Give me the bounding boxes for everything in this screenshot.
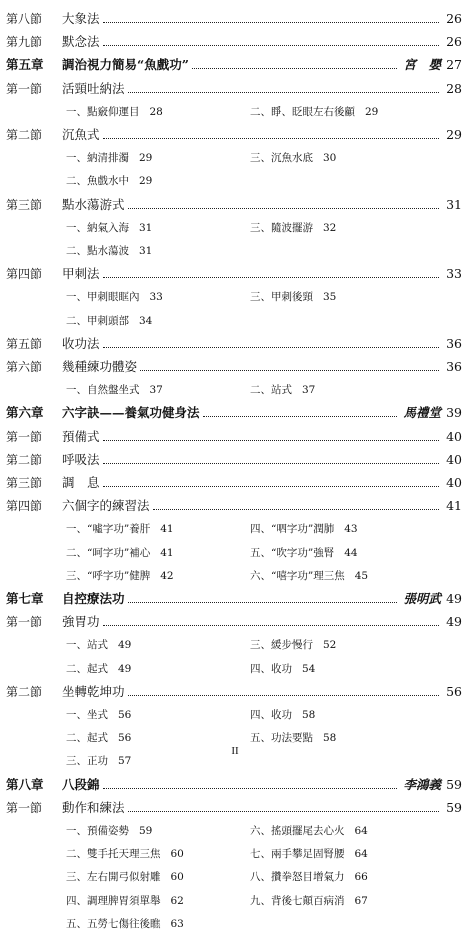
toc-section-row — [0, 474, 470, 494]
toc-subitem — [250, 869, 368, 885]
toc-subitem — [66, 730, 131, 746]
page-number: 28 — [446, 80, 462, 96]
toc-subitem-title: 三、正功 — [66, 755, 108, 768]
toc-subitem — [66, 173, 152, 189]
toc-section-row — [0, 451, 470, 471]
toc-entry — [62, 799, 462, 817]
toc-section-row — [0, 196, 470, 216]
toc-subitem-page: 58 — [323, 732, 337, 745]
page-number: 49 — [446, 614, 462, 630]
toc-subitem-page: 42 — [160, 569, 174, 582]
toc-subitems-row — [0, 660, 470, 680]
toc-subitem — [66, 313, 152, 329]
toc-subitem-page: 28 — [149, 105, 163, 118]
section-number: 第六節 — [6, 360, 43, 374]
toc-subitem — [250, 150, 336, 166]
section-title: 六個字的練習法 — [62, 498, 150, 514]
dot-leader — [103, 463, 439, 464]
toc-subitem — [250, 568, 368, 584]
page-number: 33 — [446, 266, 462, 282]
toc-subitem-page: 59 — [139, 825, 153, 837]
toc-subitem-title: 四、收功 — [250, 662, 292, 675]
toc-subitem-page: 67 — [354, 894, 368, 907]
dot-leader — [140, 370, 439, 371]
toc-subitem-title: 二、睜、眨眼左右後顧 — [250, 105, 355, 118]
toc-subitem-title: 二、“呵字功”補心 — [66, 546, 151, 559]
toc-chapter-row — [0, 56, 470, 76]
toc-entry — [62, 613, 462, 631]
toc-subitems-row — [0, 706, 470, 726]
dot-leader — [103, 277, 439, 278]
toc-subitem — [66, 521, 174, 537]
dot-leader — [192, 68, 398, 69]
dot-leader — [128, 92, 439, 93]
section-number: 第一節 — [6, 429, 43, 444]
toc-subitem-page: 52 — [323, 639, 337, 652]
toc-subitem-page: 49 — [118, 662, 132, 675]
toc-subitem-title: 一、坐式 — [66, 709, 108, 721]
toc-entry — [62, 56, 462, 74]
section-title: 預備式 — [62, 428, 100, 444]
section-title: 調 息 — [62, 475, 100, 490]
toc-subitem-title: 四、收功 — [250, 709, 292, 721]
toc-subitem-page: 45 — [354, 569, 369, 582]
page-number: 59 — [446, 776, 462, 792]
toc-entry — [62, 10, 462, 28]
chapter-number: 第六章 — [6, 405, 44, 421]
toc-subitem — [250, 521, 358, 537]
section-title: 沉魚式 — [62, 127, 100, 142]
toc-section-row — [0, 799, 470, 819]
section-title: 活頸吐納法 — [62, 80, 125, 96]
toc-subitem-title: 六、搖頭擺尾去心火 — [250, 825, 345, 837]
toc-subitem-title: 三、緩步慢行 — [250, 639, 313, 652]
toc-subitem — [250, 707, 315, 723]
page-number: 27 — [446, 57, 462, 73]
toc-subitem-title: 七、兩手攀足固腎腰 — [250, 848, 345, 861]
toc-subitem-page: 33 — [149, 291, 163, 304]
section-number: 第一節 — [6, 800, 43, 815]
toc-subitem-page: 41 — [160, 523, 174, 536]
toc-subitem-page: 29 — [365, 105, 379, 118]
page-number: 36 — [446, 359, 462, 374]
section-number: 第一節 — [6, 81, 43, 96]
toc-subitem — [250, 220, 336, 236]
toc-subitem — [66, 637, 131, 653]
dot-leader — [203, 416, 398, 417]
section-number: 第二節 — [6, 684, 43, 699]
toc-entry — [62, 265, 462, 283]
toc-subitems-row — [0, 868, 470, 888]
toc-section-row — [0, 497, 470, 517]
toc-subitem-title: 一、自然盤坐式 — [66, 384, 140, 397]
dot-leader — [103, 486, 439, 487]
toc-subitem-title: 三、隨波擺游 — [250, 221, 313, 234]
page-number: 39 — [446, 405, 462, 421]
toc-subitems-row — [0, 242, 470, 262]
toc-subitem — [66, 150, 152, 166]
toc-subitem-page: 37 — [302, 384, 316, 397]
toc-subitem — [250, 637, 336, 653]
toc-subitem — [66, 289, 163, 305]
toc-subitem — [250, 289, 336, 305]
toc-subitem-page: 57 — [118, 755, 132, 768]
section-title: 收功法 — [62, 335, 100, 351]
toc-subitem-title: 二、起式 — [66, 732, 108, 745]
toc-subitem — [66, 104, 163, 120]
toc-section-row — [0, 335, 470, 355]
toc-subitem-page: 34 — [139, 314, 153, 327]
toc-subitems-row — [0, 822, 470, 842]
section-number: 第五節 — [6, 336, 43, 351]
toc-subitem — [66, 916, 184, 932]
toc-entry — [62, 33, 462, 51]
toc-subitem-page: 49 — [118, 639, 132, 652]
dot-leader — [103, 625, 439, 626]
section-title: 強胃功 — [62, 614, 100, 630]
toc-subitem-title: 三、“呼字功”健脾 — [66, 569, 151, 582]
section-title: 呼吸法 — [62, 451, 100, 467]
toc-subitem-page: 43 — [344, 523, 358, 536]
toc-chapter-row — [0, 404, 470, 424]
page-number: 41 — [446, 498, 462, 514]
toc-subitem-title: 四、調理脾胃須單舉 — [66, 894, 161, 907]
toc-subitem-title: 一、甲刺眼眶內 — [66, 291, 140, 304]
toc-subitem-title: 二、雙手托天理三焦 — [66, 848, 161, 861]
page-number: 40 — [446, 428, 462, 444]
toc-subitem-page: 35 — [323, 291, 337, 304]
dot-leader — [103, 22, 439, 23]
toc-subitem-page: 31 — [139, 245, 153, 257]
toc-subitem-page: 29 — [139, 175, 153, 188]
chapter-author: 馬禮堂 — [403, 405, 441, 421]
toc-subitem-page: 63 — [170, 917, 184, 930]
section-number: 第八節 — [6, 12, 43, 26]
page-number: 40 — [446, 451, 462, 467]
page-number: 40 — [446, 475, 462, 490]
page-number: 31 — [446, 196, 462, 212]
toc-entry — [62, 497, 462, 515]
dot-leader — [103, 138, 439, 139]
section-number: 第二節 — [6, 452, 43, 467]
chapter-title: 自控療法功 — [62, 591, 125, 606]
section-number: 第三節 — [6, 476, 43, 490]
toc-subitem-title: 一、站式 — [66, 639, 108, 652]
dot-leader — [128, 811, 439, 812]
section-title: 點水蕩游式 — [62, 196, 125, 212]
toc-subitem — [250, 104, 378, 120]
toc-subitem — [66, 823, 152, 839]
toc-subitem — [66, 243, 152, 259]
page-number: 26 — [446, 11, 462, 26]
dot-leader — [128, 602, 398, 603]
toc-subitem-page: 64 — [354, 848, 368, 861]
toc-subitem-title: 三、沉魚水底 — [250, 152, 313, 165]
toc-subitem-title: 二、點水蕩波 — [66, 245, 129, 257]
toc-entry — [62, 80, 462, 98]
toc-chapter-row — [0, 776, 470, 796]
section-number: 第三節 — [6, 197, 43, 212]
toc-entry — [62, 428, 462, 446]
toc-subitems-row — [0, 636, 470, 656]
toc-entry — [62, 590, 462, 608]
toc-subitem-page: 41 — [160, 546, 174, 559]
toc-subitem — [250, 661, 315, 677]
toc-subitem-title: 四、“呬字功”潤肺 — [250, 523, 335, 536]
toc-subitem-page: 60 — [170, 871, 184, 884]
toc-subitem — [250, 545, 358, 561]
toc-subitem-title: 三、甲刺後頸 — [250, 291, 313, 304]
toc-section-row — [0, 10, 470, 30]
toc-subitem-title: 一、預備姿勢 — [66, 825, 129, 837]
dot-leader — [103, 347, 439, 348]
toc-section-row — [0, 126, 470, 146]
toc-section-row — [0, 80, 470, 100]
toc-subitems-row — [0, 149, 470, 169]
toc-subitem-page: 56 — [118, 732, 132, 745]
toc-subitem — [250, 382, 315, 398]
toc-subitem-page: 64 — [354, 825, 368, 837]
section-number: 第二節 — [6, 128, 43, 142]
toc-subitem-page: 44 — [344, 546, 358, 559]
toc-entry — [62, 683, 462, 701]
toc-subitems-row — [0, 544, 470, 564]
toc-subitem-page: 58 — [302, 709, 316, 721]
toc-section-row — [0, 683, 470, 703]
toc-subitem — [66, 846, 184, 862]
page-number: 56 — [446, 683, 462, 699]
toc-subitem — [66, 220, 152, 236]
toc-entry — [62, 126, 462, 144]
toc-subitem-title: 三、左右開弓似射雕 — [66, 871, 161, 884]
toc-subitem — [66, 893, 184, 909]
toc-subitem — [66, 382, 163, 398]
section-number: 第四節 — [6, 267, 43, 282]
toc-subitem — [66, 869, 184, 885]
page-number: 49 — [446, 591, 462, 606]
section-title: 坐轉乾坤功 — [62, 683, 125, 699]
section-number: 第四節 — [6, 499, 43, 514]
section-title: 默念法 — [62, 34, 100, 50]
chapter-author: 宮 嬰 — [403, 57, 441, 73]
dot-leader — [103, 45, 439, 46]
chapter-number: 第五章 — [6, 57, 44, 73]
section-title: 甲刺法 — [62, 266, 100, 282]
toc-subitems-row — [0, 381, 470, 401]
toc-entry — [62, 776, 462, 794]
toc-subitem-title: 二、站式 — [250, 384, 292, 397]
section-number: 第一節 — [6, 615, 43, 630]
toc-subitem-page: 31 — [139, 221, 153, 234]
toc-subitem-page: 60 — [170, 848, 184, 861]
page-number: 29 — [446, 127, 462, 142]
dot-leader — [103, 788, 398, 789]
toc-entry — [62, 474, 462, 492]
section-title: 大象法 — [62, 11, 100, 26]
toc-subitem — [66, 661, 131, 677]
section-number: 第九節 — [6, 35, 43, 50]
toc-subitem-title: 二、甲刺頭部 — [66, 314, 129, 327]
toc-subitem-title: 五、功法要點 — [250, 732, 313, 745]
toc-subitem-title: 九、背後七顛百病消 — [250, 894, 345, 907]
toc-subitem-page: 37 — [149, 384, 163, 397]
toc-subitem-page: 29 — [139, 152, 153, 165]
toc-entry — [62, 358, 462, 376]
toc-subitems-row — [0, 288, 470, 308]
toc-section-row — [0, 265, 470, 285]
toc-section-row — [0, 358, 470, 378]
toc-subitems-row — [0, 520, 470, 540]
chapter-author: 張明武 — [403, 591, 441, 606]
dot-leader — [128, 208, 439, 209]
toc-subitem-page: 66 — [354, 871, 368, 884]
toc-subitems-row — [0, 915, 470, 935]
toc-subitem-title: 二、魚戲水中 — [66, 175, 129, 188]
toc-subitem-title: 一、“噓字功”養肝 — [66, 523, 151, 536]
page-folio: II — [231, 745, 239, 757]
toc-subitem — [250, 730, 336, 746]
toc-subitem-title: 六、“嘻字功”理三焦 — [250, 569, 345, 582]
toc-subitem-page: 62 — [170, 894, 184, 907]
toc-subitem — [66, 707, 131, 723]
page-number: 59 — [446, 799, 462, 815]
page-number: 36 — [446, 335, 462, 351]
toc-chapter-row — [0, 590, 470, 610]
toc-subitem-page: 32 — [323, 221, 337, 234]
chapter-title: 八段錦 — [62, 776, 100, 792]
section-title: 幾種練功體姿 — [62, 359, 138, 374]
toc-subitems-row — [0, 103, 470, 123]
toc-subitem — [66, 545, 174, 561]
toc-subitems-row — [0, 845, 470, 865]
toc-subitem-page: 54 — [302, 662, 316, 675]
toc-subitem-title: 五、五勞七傷往後瞧 — [66, 917, 161, 930]
toc-subitems-row — [0, 219, 470, 239]
toc-subitem-title: 二、起式 — [66, 662, 108, 675]
toc-subitems-row — [0, 312, 470, 332]
page-number: 26 — [446, 34, 462, 50]
toc-section-row — [0, 33, 470, 53]
dot-leader — [128, 695, 439, 696]
toc-subitem-page: 56 — [118, 709, 132, 721]
toc-subitem — [250, 846, 368, 862]
chapter-title: 六字訣——養氣功健身法 — [62, 405, 200, 421]
toc-subitem-title: 八、攢拳怒目增氣力 — [250, 871, 345, 884]
toc-subitem — [250, 823, 368, 839]
toc-subitem — [250, 893, 368, 909]
toc-subitem-title: 一、納清排濁 — [66, 152, 129, 165]
chapter-author: 李鴻義 — [403, 776, 441, 792]
toc-entry — [62, 196, 462, 214]
chapter-number: 第八章 — [6, 776, 44, 792]
toc-subitem — [66, 568, 174, 584]
toc-section-row — [0, 428, 470, 448]
toc-entry — [62, 335, 462, 353]
toc-subitems-row — [0, 892, 470, 912]
toc-subitems-row — [0, 567, 470, 587]
chapter-title: 調治視力簡易“魚戲功” — [62, 57, 189, 73]
chapter-number: 第七章 — [6, 591, 44, 606]
toc-entry — [62, 404, 462, 422]
dot-leader — [153, 509, 439, 510]
toc-subitem-title: 一、納氣入海 — [66, 221, 129, 234]
toc-entry — [62, 451, 462, 469]
toc-section-row — [0, 613, 470, 633]
toc-subitem-title: 五、“吹字功”強腎 — [250, 546, 335, 559]
toc-subitem-page: 30 — [323, 152, 337, 165]
toc-subitems-row — [0, 172, 470, 192]
section-title: 動作和練法 — [62, 799, 125, 815]
dot-leader — [103, 440, 439, 441]
toc-subitem-title: 一、點竅仰運目 — [66, 105, 140, 118]
